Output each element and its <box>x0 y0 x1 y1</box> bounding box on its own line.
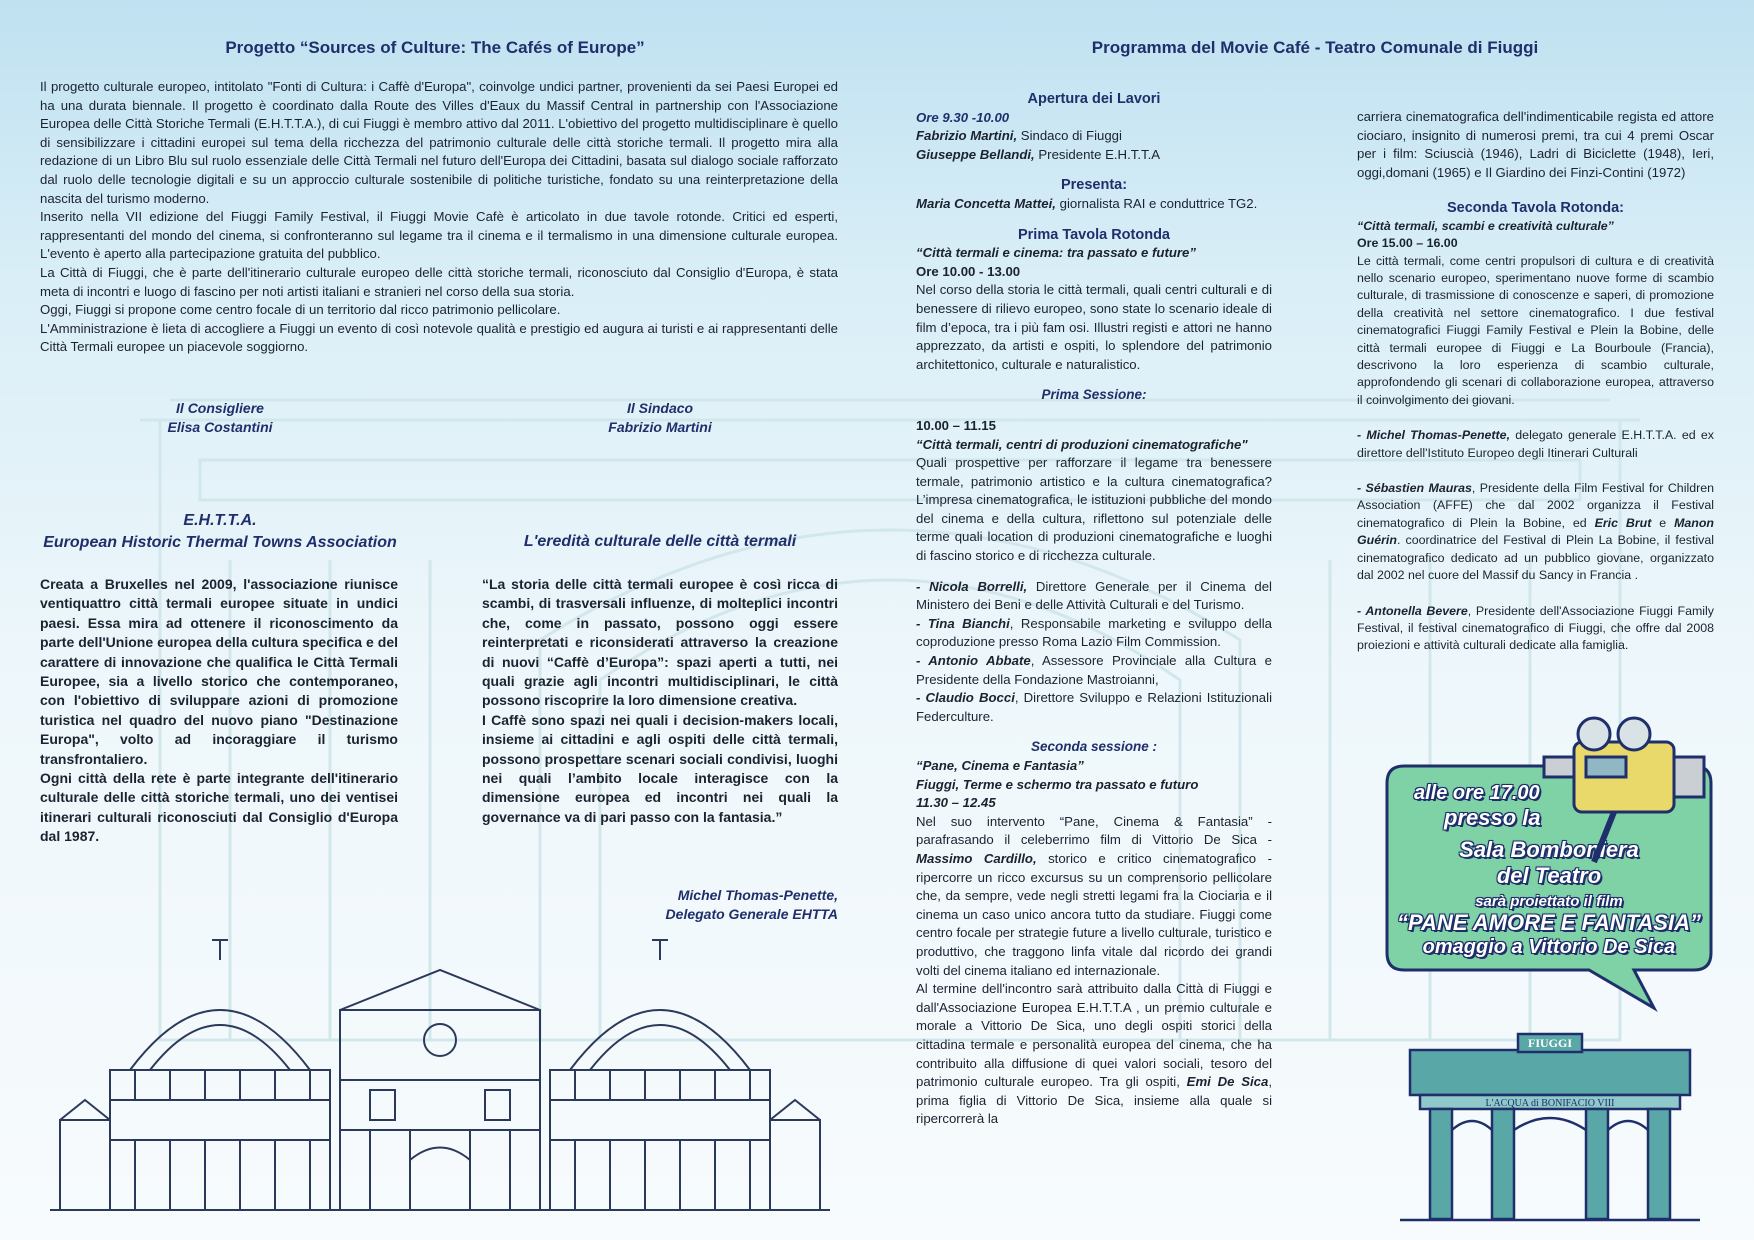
speaker-name: - Antonio Abbate <box>916 653 1031 669</box>
bubble-tribute: omaggio a Vittorio De Sica <box>1422 936 1676 958</box>
seconda-sessione-body <box>916 813 1272 980</box>
eredita-heading <box>480 532 840 551</box>
speaker-role: delegato generale E.H.T.T.A. ed ex direttore dell'Istituto Europeo degli Itinerari Culturali <box>1357 428 1714 460</box>
body-text: Nel suo intervento “Pane, Cinema & Fantasia” - parafrasando il celeberrimo film di Vittorio De Sica - <box>916 813 1272 848</box>
intro-paragraph: Il progetto culturale europeo, intitolato "Fonti di Cultura: i Caffè d'Europa", coinvolge undici partner, provenienti da sei Paesi Europei ed ha una durata biennale. Il progetto è coordinato dalla Route des Villes d'Eaux du Massif Central in partnership con l'Associazione Europea delle Città Storiche Termali (E.H.T.T.A.), di cui Fiuggi è membro attivo dal 2011. L'obiettivo del progetto multidisciplinare è quello di sensibilizzare i cittadini europei sul tema della ricchezza del patrimonio culturale delle città storiche termali. Il progetto mira alla redazione di un Libro Blu sul ruolo essenziale delle Città Termali nel futuro dell'Europa dei Cittadini, basata sul dialogo sociale rafforzato dal ruolo delle tecnologie digitali e su un approccio culturale sostenibile di politiche turistiche, fondato su una reinterpretazione della nascita del turismo moderno. <box>40 79 838 206</box>
intro-paragraph: La Città di Fiuggi, che è parte dell'itinerario culturale europeo delle città storiche termali, riconosciuto dal Consiglio d'Europa, è stata meta di incontri e luogo di fascino per noti artisti italiani e stranieri nel corso della sua storia. <box>40 264 838 299</box>
signature-councillor <box>120 399 320 437</box>
speaker-role: , Presidente della Film Festival for Children Association (AFFE) che dal 2002 organizza il Festival cinematografico di Plein la Bobine, ed <box>1357 481 1715 530</box>
ehtta-paragraph: Ogni città della rete è parte integrante dell'itinerario culturale delle città storiche termali, uno dei ventisei itinerari culturali riconosciuti dal Consiglio d'Europa dal 1987. <box>40 770 398 845</box>
seconda-tavola-subtitle: “Città termali, scambi e creatività culturale” <box>1357 218 1614 233</box>
ehtta-body <box>40 575 398 847</box>
presenter-name: Maria Concetta Mattei, <box>916 195 1056 211</box>
signature-role: Delegato Generale EHTTA <box>665 906 838 922</box>
ehtta-subtitle: European Historic Thermal Towns Association <box>43 534 397 551</box>
speaker-role: , Responsabile marketing e sviluppo della coproduzione presso Roma Lazio Film Commission. <box>916 615 1272 650</box>
speaker-item <box>916 652 1272 689</box>
signature-role: Il Sindaco <box>626 400 694 416</box>
speaker-name: Giuseppe Bellandi, <box>916 146 1035 162</box>
left-title: Progetto “Sources of Culture: The Cafés of Europe” <box>225 38 645 57</box>
bubble-time: alle ore 17.00 <box>1414 782 1540 804</box>
speaker-role: Presidente E.H.T.T.A <box>1034 146 1161 162</box>
prima-tavola-heading: Prima Tavola Rotonda <box>1017 226 1170 243</box>
continued-text: carriera cinematografica dell'indimenticabile regista ed attore ciociaro, insignito di numerosi premi, tra cui 4 premi Oscar per i film: Sciuscià (1946), Ladri di Biciclette (1948), Ieri, oggi,domani (1965) e Il Giardino dei Finzi-Contini (1972) <box>1357 109 1714 180</box>
speaker-item <box>1357 427 1714 462</box>
seconda-tavola-heading: Seconda Tavola Rotonda: <box>1447 200 1624 217</box>
apertura-heading: Apertura dei Lavori <box>1027 91 1161 107</box>
speaker-role: Sindaco di Fiuggi <box>1017 128 1122 144</box>
eredita-body <box>482 575 838 827</box>
presenta-heading: Presenta: <box>1060 177 1128 194</box>
program-column-1 <box>916 90 1272 1129</box>
speaker-item <box>916 578 1272 615</box>
intro-paragraph: Inserito nella VII edizione del Fiuggi Family Festival, il Fiuggi Movie Cafè è articolato in due tavole rotonde. Critici ed esperti, rappresentanti del mondo del cinema, si confronteranno sul legame tra il cinema e il termalismo in una dimensione culturale europea. L'evento è aperto alla partecipazione gratuita del pubblico. <box>40 209 838 262</box>
speaker-name: - Claudio Bocci <box>916 690 1015 706</box>
speaker-role: e <box>1651 515 1675 530</box>
speaker-role: , Presidente dell'Associazione Fiuggi Family Festival, il festival cinematografico di Fiuggi, che offre dal 2008 proiezioni e attività culturali dedicate alla famiglia. <box>1357 603 1714 653</box>
film-camera-icon <box>1534 712 1714 872</box>
prima-sessione-heading: Prima Sessione: <box>1041 387 1147 403</box>
signature-name: Michel Thomas-Penette, <box>677 887 838 903</box>
speaker-item <box>1357 480 1714 584</box>
signature-mayor <box>560 399 760 437</box>
ehtta-heading <box>40 510 400 554</box>
seconda-tavola-time: Ore 15.00 – 16.00 <box>1357 236 1458 251</box>
speaker-role: Direttore Generale per il Cinema del Ministero dei Beni e delle Attività Culturali e del Turismo. <box>916 578 1272 613</box>
body-text: , prima figlia di Vittorio De Sica, insieme alla quale si ripercorrerà la <box>916 1074 1272 1127</box>
gate-motto: L'ACQUA di BONIFACIO VIII <box>1485 1098 1615 1109</box>
ehtta-title: E.H.T.T.A. <box>183 512 257 529</box>
body-text: storico e critico cinematografico - ripercorre un ricco excursus su un comprensorio pellicolare che, da sempre, vede negli stretti legami fra la Ciociaria e il cinema un caso unico ancora tutto da studiare. Fiuggi come centro focale per strategie future a livello culturale, turistico e produttivo, che traggono linfa vitale dal ricordo dei grandi volti del cinema italiano ed internazionale. <box>916 850 1272 978</box>
speaker-name: - Tina Bianchi <box>916 615 1010 631</box>
seconda-sessione-heading: Seconda sessione : <box>1030 739 1158 755</box>
bubble-location-intro: presso la <box>1444 805 1541 830</box>
speaker-name: Massimo Cardillo, <box>916 850 1037 866</box>
bubble-screening: sarà proiettato il film <box>1475 893 1623 910</box>
speaker-item <box>1357 603 1714 655</box>
body-text: Al termine dell'incontro sarà attribuito dalla Città di Fiuggi e dall'Associazione Europea E.H.T.T.A , un premio culturale e morale a Vittorio De Sica, uno degli ospiti storici della cittadina termale e personalità europea del cinema, che ha contribuito alla diffusione di quei valori sociali, tesoro del patrimonio culturale europeo. Tra gli ospiti, <box>916 981 1272 1090</box>
seconda-sessione-body-2 <box>916 980 1272 1129</box>
speaker-name: - Nicola Borrelli, <box>916 578 1028 594</box>
signature-name: Fabrizio Martini <box>608 419 712 435</box>
signature-name: Elisa Costantini <box>167 419 273 435</box>
presenta-text <box>916 195 1272 214</box>
eredita-title: L'eredità culturale delle città termali <box>523 533 797 550</box>
eredita-signature <box>600 886 838 924</box>
speaker-role: , Assessore Provinciale alla Cultura e Presidente della Fondazione Mastroianni, <box>916 653 1272 687</box>
speaker-name: Fabrizio Martini, <box>916 128 1018 144</box>
guest-name: Emi De Sica <box>1186 1074 1269 1090</box>
intro-text <box>40 78 838 357</box>
prima-sessione-time: 10.00 – 11.15 <box>916 417 996 433</box>
signature-role: Il Consigliere <box>176 400 264 416</box>
prima-tavola-time: Ore 10.00 - 13.00 <box>916 263 1021 279</box>
apertura-time: Ore 9.30 -10.00 <box>916 109 1010 125</box>
eredita-paragraph: I Caffè sono spazi nei quali i decision-makers locali, insieme ai cittadini e agli ospiti delle città termali, possono prospettare scenari sociali condivisi, luoghi nei quali l’ambito locale interagisce con la dimensione europea ed incontri nei quali la governance va di pari passo con la fantasia.” <box>482 711 838 825</box>
speaker-name: Eric Brut <box>1594 515 1652 530</box>
speaker-item <box>916 689 1272 726</box>
apertura-speaker-2 <box>916 146 1272 165</box>
right-title: Programma del Movie Café - Teatro Comunale di Fiuggi <box>1091 38 1539 57</box>
gate-illustration <box>1400 1030 1700 1230</box>
bubble-venue-2: del Teatro <box>1496 863 1602 888</box>
prima-sessione-subtitle: “Città termali, centri di produzioni cinematografiche" <box>916 436 1248 452</box>
speaker-name: - Sébastien Mauras <box>1357 481 1472 496</box>
prima-tavola-subtitle: “Città termali e cinema: tra passato e future” <box>916 245 1196 261</box>
seconda-sessione-subtitle-1: “Pane, Cinema e Fantasia” <box>916 758 1084 773</box>
prima-sessione-body: Quali prospettive per rafforzare il legame tra benessere termale, patrimonio artistico e la cultura cinematografica? L’impresa cinematografica, le istituzioni pubbliche del mondo del cinema e della cultura, riflettono sul potenziale delle terme quali location di produzioni cinematografiche e luoghi di fascino storico e di ricchezza culturale. <box>916 455 1272 564</box>
speaker-item <box>916 615 1272 652</box>
bubble-film-title: “PANE AMORE E FANTASIA” <box>1397 910 1701 935</box>
apertura-speaker-1 <box>916 127 1272 146</box>
bubble-venue: Sala Bomboniera <box>1459 837 1639 862</box>
intro-paragraph: L'Amministrazione è lieta di accogliere a Fiuggi un evento di così notevole qualità e prestigio ed augura ai turisti e ai rappresentanti delle Città Termali europee un piacevole soggiorno. <box>40 320 838 355</box>
seconda-tavola-body: Le città termali, come centri propulsori di cultura e di creatività nello scenario europeo, sperimentano nuove forme di scambio culturale, di trasmissione di conoscenze e saperi, di promozione della creatività nel settore cinematografico. I due festival cinematografici Fiuggi Family Festival e Plein la Bobine, delle città termali europee di Fiuggi e La Bourboule (Francia), descrivono la loro esperienza di scambio culturale, approfondendo gli scenari di collaborazione europea, attraverso il coinvolgimento dei giovani. <box>1357 253 1714 407</box>
speaker-name: - Michel Thomas-Penette, <box>1357 428 1511 443</box>
building-illustration <box>40 930 840 1220</box>
seconda-sessione-subtitle-2: Fiuggi, Terme e schermo tra passato e futuro <box>916 776 1199 792</box>
speaker-role: . coordinatrice del Festival di Plein La Bobine, il festival cinematografico dedicato ad un pubblico giovane, organizzato dal 2002 nel cuore del Massif du Sancy in Francia . <box>1357 533 1714 583</box>
seconda-sessione-time: 11.30 – 12.45 <box>916 795 996 811</box>
speaker-name: - Antonella Bevere <box>1357 603 1468 618</box>
gate-sign: FIUGGI <box>1527 1036 1573 1050</box>
intro-paragraph: Oggi, Fiuggi si propone come centro focale di un territorio dal ricco patrimonio pellicolare. <box>40 302 561 318</box>
presenter-role: giornalista RAI e conduttrice TG2. <box>1055 195 1258 211</box>
ehtta-paragraph: Creata a Bruxelles nel 2009, l'associazione riunisce ventiquattro città termali europee situate in undici paesi. Essa mira ad ottenere il riconoscimento da parte dell'Unione europea della cultura specifica e del carattere di innovazione che qualifica le Città Termali Europee, sia a livello storico che contemporaneo, con l'obiettivo di sviluppare azioni di promozione turistica nel quadro del nuovo piano "Destinazione Europa", volto ad incoraggiare il turismo transfrontaliero. <box>40 576 398 767</box>
program-column-2 <box>1357 108 1714 655</box>
speaker-name: Manon Guérin <box>1357 515 1714 548</box>
prima-tavola-body: Nel corso della storia le città termali, quali centri culturali e di benessere di rilievo europeo, sono state lo scenario ideale di film d’epoca, tra i più fam osi. Illustri registi e attori ne hanno apprezzato, da artisti e ospiti, lo splendore del patrimonio architettonico, culturale e naturalistico. <box>916 282 1272 372</box>
eredita-paragraph: “La storia delle città termali europee è così ricca di scambi, di trasversali influenze, di molteplici incontri che, come in passato, possono oggi essere reinterpretati e riconsiderati attraverso la creazione di nuovi “Caffè d’Europa”: spazi aperti a tutti, nei quali grazie agli incontri multidisciplinari, le città possono riscoprire la loro dimensione creativa. <box>482 576 838 709</box>
speaker-role: , Direttore Sviluppo e Relazioni Istituzionali Federculture. <box>916 690 1272 724</box>
